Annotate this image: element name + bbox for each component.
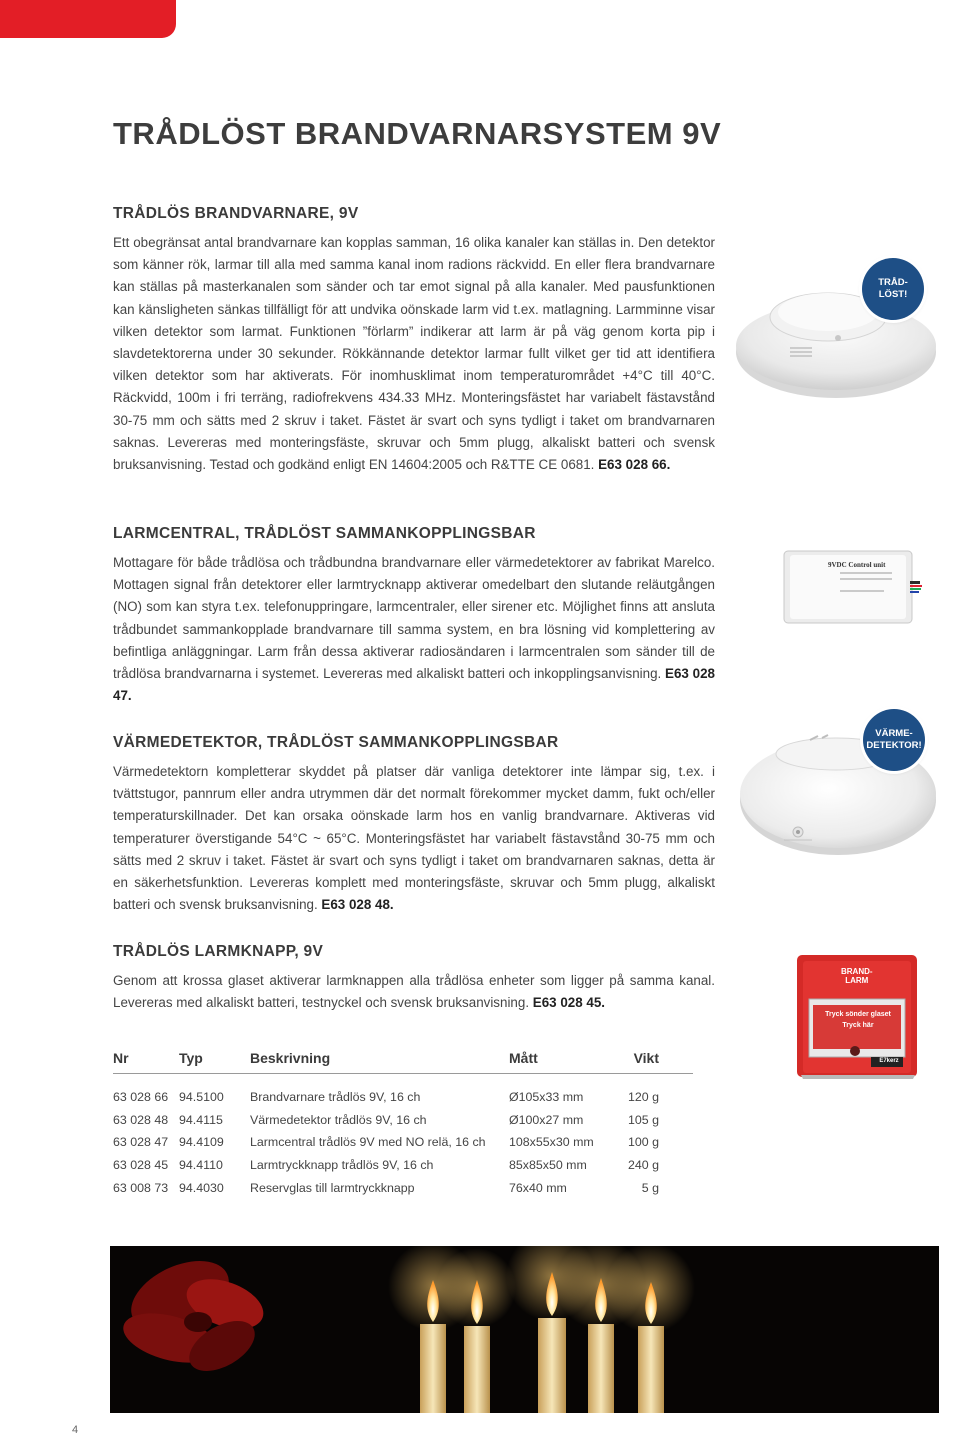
- alarm-button-logo: E7kerz: [879, 1058, 899, 1064]
- heat-detector-image: [738, 712, 938, 862]
- control-unit-illustration: [780, 545, 930, 630]
- table-header-row: [113, 1046, 693, 1074]
- table-row: [113, 1109, 693, 1132]
- cell-typ: 94.4110: [179, 1158, 223, 1173]
- table-row: [113, 1154, 693, 1177]
- cell-description: Värmedetektor trådlös 9V, 16 ch: [250, 1112, 427, 1127]
- cell-nr: 63 028 48: [113, 1112, 169, 1127]
- cell-nr: 63 008 73: [113, 1180, 169, 1195]
- table-row: [113, 1131, 693, 1154]
- cell-typ: 94.4115: [179, 1112, 223, 1127]
- section-body: Ett obegränsat antal brandvarnare kan kopplas samman, 16 olika kanaler kan ställas in. Den detektor som känner rök, larmar till alla med samma kanal inom radions räckvidd. En eller flera brandvarnare kan ställas på masterkanalen som sänder och tar emot signal på alla kanaler. Med pausfunktionen kan känsligheten sänkas tillfälligt för att undvika oönskade larm vid t.ex. matlagning. Larmminne visar vilken detektor som larmat. Funktionen ”förlarm” indikerar att larm är på väg genom korta pip i slavdetektorerna under 30 sekunder. Rökkännande detektor larmar fullt vilket ger tid att identifiera vilken detektor som har aktiverats. För inomhusklimat inom temperaturområdet +4°C till 40°C. Räckvidd, 100m i fri terräng, radiofrekvens 434.33 MHz. Monteringsfästet har variabelt fästavstånd 30-75 mm och sätts med 2 skruv i taket. Fästet är svart och syns tydligt i taket om brandvarnaren saknas. Levereras med monteringsfäste, skruvar och 5mm plugg, alkaliskt batteri och svensk bruksanvisning. Testad och godkänd enligt EN 14604:2005 och R&TTE CE 0681. E63 028 66.: [113, 235, 715, 473]
- section-title: TRÅDLÖS BRANDVARNARE, 9V: [113, 205, 359, 222]
- article-code: E63 028 45.: [532, 995, 606, 1011]
- section-title: VÄRMEDETEKTOR, TRÅDLÖST SAMMANKOPPLINGSBAR: [113, 734, 559, 751]
- cell-description: Reservglas till larmtryckknapp: [250, 1180, 415, 1195]
- cell-typ: 94.5100: [179, 1090, 224, 1105]
- candles-illustration: [110, 1246, 939, 1413]
- smoke-alarm-image: [730, 262, 940, 412]
- control-unit-image: [780, 545, 930, 630]
- product-spec-table: [113, 1046, 693, 1199]
- table-row: [113, 1176, 693, 1199]
- section-title: LARMCENTRAL, TRÅDLÖST SAMMANKOPPLINGSBAR: [113, 525, 536, 542]
- section-body: Mottagare för både trådlösa och trådbundna brandvarnare eller värmedetektorer av fabrikat Marelco. Mottagen signal från detektorer eller larmtrycknapp aktiverar omedelbart den slutande reläutgången (NO) som kan styra t.ex. telefonuppringare, larmcentraler, eller sirener etc. Möjlighet finns att ansluta trådbundet sammankopplade brandvarnare till samma system, en bra lösning vid komplettering av befintliga anläggningar. Larm från dessa aktiverar radiosändaren i larmcentralen som sänder till de trådlösa brandvarnarna i systemet. Levereras med alkaliskt batteri och inkopplingsanvisning. E63 028 47.: [113, 555, 715, 704]
- cell-nr: 63 028 66: [113, 1090, 169, 1105]
- page-title: TRÅDLÖST BRANDVARNARSYSTEM 9V: [113, 116, 722, 151]
- col-header-weight: Vikt: [609, 1046, 693, 1074]
- cell-nr: 63 028 47: [113, 1135, 169, 1150]
- control-unit-label: 9VDC Control unit: [828, 561, 886, 569]
- alarm-button-top-label: BRAND- LARM: [841, 967, 873, 985]
- article-code: E63 028 66.: [598, 457, 671, 473]
- cell-nr: 63 028 45: [113, 1158, 169, 1173]
- section-title: TRÅDLÖS LARMKNAPP, 9V: [113, 943, 324, 960]
- candles: [388, 1246, 695, 1413]
- col-header-nr: Nr: [113, 1046, 179, 1074]
- section-body: Genom att krossa glaset aktiverar larmknappen alla trådlösa enheter som ligger på samma kanal. Levereras med alkaliskt batteri, testnyckel och svensk bruksanvisning. E63 028 45.: [113, 973, 715, 1011]
- cell-weight: 240 g: [627, 1158, 659, 1173]
- cell-weight: 120 g: [627, 1090, 659, 1105]
- red-corner-tab: [0, 0, 176, 38]
- cell-description: Larmcentral trådlös 9V med NO relä, 16 ch: [250, 1135, 486, 1150]
- alarm-button-glass-label: Tryck sönder glaset Tryck här: [825, 1011, 891, 1029]
- wireless-badge: TRÅD- LÖST!: [862, 258, 924, 320]
- cell-typ: 94.4109: [179, 1135, 224, 1150]
- cell-weight: 105 g: [627, 1112, 659, 1127]
- cell-dimensions: 76x40 mm: [509, 1180, 567, 1195]
- section-wireless-smoke-alarm: [113, 205, 715, 476]
- cell-dimensions: Ø100x27 mm: [509, 1112, 584, 1127]
- article-code: E63 028 47.: [113, 666, 715, 704]
- section-heat-detector: [113, 734, 715, 916]
- col-header-description: Beskrivning: [250, 1046, 509, 1074]
- candles-photo: [110, 1246, 939, 1413]
- col-header-dimensions: Mått: [509, 1046, 609, 1074]
- section-alarm-central: [113, 525, 715, 707]
- cell-dimensions: Ø105x33 mm: [509, 1090, 584, 1105]
- alarm-button-image: [795, 953, 921, 1081]
- col-header-typ: Typ: [179, 1046, 250, 1074]
- section-alarm-button: [113, 943, 715, 1014]
- cell-typ: 94.4030: [179, 1180, 224, 1195]
- heat-detector-badge: VÄRME- DETEKTOR!: [863, 709, 925, 771]
- article-code: E63 028 48.: [321, 897, 394, 913]
- cell-dimensions: 85x85x50 mm: [509, 1158, 587, 1173]
- cell-weight: 100 g: [627, 1135, 659, 1150]
- table-row: [113, 1086, 693, 1109]
- section-body: Värmedetektorn kompletterar skyddet på platser där vanliga detektorer inte lämpar sig, t.ex. i tvättstugor, pannrum eller andra utrymmen där det normalt förekommer mycket damm, fukt och/eller temperaturskillnader. Det kan orsaka oönskade larm hos en vanlig brandvarnare. Aktiveras vid temperaturer överstigande 54°C ~ 65°C. Monteringsfästet har variabelt fästavstånd 30-75 mm och sätts med 2 skruv i taket. Fästet är svart och syns tydligt i taket om brandvarnaren saknas, detta är en säkerhetsfunktion. Levereras komplett med monteringsfäste, skruvar och 5mm plugg, alkaliskt batteri och svensk bruksanvisning. E63 028 48.: [113, 764, 715, 913]
- cell-description: Brandvarnare trådlös 9V, 16 ch: [250, 1090, 421, 1105]
- page-number: 4: [72, 1424, 79, 1436]
- cell-dimensions: 108x55x30 mm: [509, 1135, 594, 1150]
- cell-description: Larmtryckknapp trådlös 9V, 16 ch: [250, 1158, 434, 1173]
- cell-weight: 5 g: [641, 1180, 659, 1195]
